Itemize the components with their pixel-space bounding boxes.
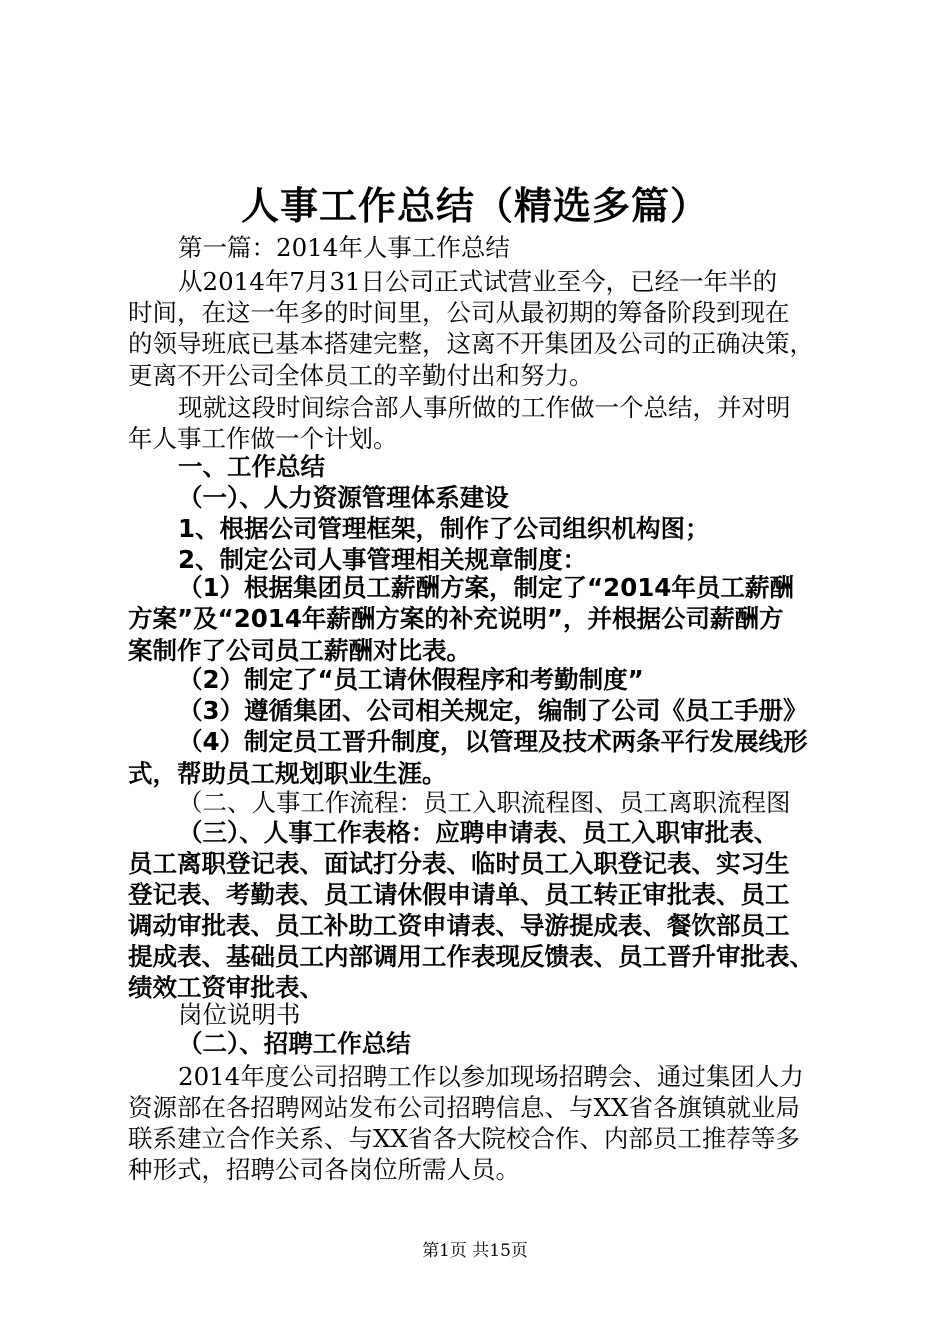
subsection-heading: （一）、人力资源管理体系建设 xyxy=(178,483,509,512)
list-item: 式，帮助员工规划职业生涯。 xyxy=(128,759,447,788)
list-item: 提成表、基础员工内部调用工作表现反馈表、员工晋升审批表、 xyxy=(128,942,814,971)
list-item: （2）制定了“员工请休假程序和考勤制度” xyxy=(178,665,644,694)
page-footer xyxy=(0,1239,950,1263)
list-item: 1、根据公司管理框架，制作了公司组织机构图； xyxy=(178,514,710,543)
paragraph-line: 年人事工作做一个计划。 xyxy=(128,424,398,453)
list-item: 员工离职登记表、面试打分表、临时员工入职登记表、实习生 xyxy=(128,849,790,878)
list-item: 2、制定公司人事管理相关规章制度： xyxy=(178,545,588,574)
paragraph-line: 第一篇：2014年人事工作总结 xyxy=(178,233,510,262)
list-item: 案制作了公司员工薪酬对比表。 xyxy=(128,636,471,665)
paragraph-line: 更离不开公司全体员工的辛勤付出和努力。 xyxy=(128,361,594,390)
paragraph-line: 资源部在各招聘网站发布公司招聘信息、与XX省各旗镇就业局 xyxy=(128,1093,800,1122)
subsection-heading: （二）、招聘工作总结 xyxy=(178,1029,411,1058)
list-item: 绩效工资审批表、 xyxy=(128,973,324,1002)
paragraph-line: 种形式，招聘公司各岗位所需人员。 xyxy=(128,1155,520,1184)
page-number: 第1页 xyxy=(422,1241,467,1261)
document-title: 人事工作总结（精选多篇） xyxy=(240,183,709,228)
paragraph-line: （二、人事工作流程：员工入职流程图、员工离职流程图 xyxy=(178,788,791,817)
list-item: 调动审批表、员工补助工资申请表、导游提成表、餐饮部员工 xyxy=(128,911,790,940)
paragraph-line: 的领导班底已基本搭建完整，这离不开集团及公司的正确决策， xyxy=(128,329,814,358)
list-item: 方案”及“2014年薪酬方案的补充说明”，并根据公司薪酬方 xyxy=(128,604,784,633)
page-total: 共15页 xyxy=(472,1241,528,1261)
paragraph-line: 现就这段时间综合部人事所做的工作做一个总结，并对明 xyxy=(178,393,791,422)
paragraph-line: 2014年度公司招聘工作以参加现场招聘会、通过集团人力 xyxy=(178,1062,804,1091)
list-item: 登记表、考勤表、员工请休假申请单、员工转正审批表、员工 xyxy=(128,880,790,909)
paragraph-line: 时间，在这一年多的时间里，公司从最初期的筹备阶段到现在 xyxy=(128,298,790,327)
list-item: （4）制定员工晋升制度，以管理及技术两条平行发展线形 xyxy=(178,727,808,756)
list-item: （3）遵循集团、公司相关规定，编制了公司《员工手册》 xyxy=(178,696,808,725)
list-item: （1）根据集团员工薪酬方案，制定了“2014年员工薪酬 xyxy=(178,573,794,602)
section-heading: 一、工作总结 xyxy=(178,452,325,481)
paragraph-line: 联系建立合作关系、与XX省各大院校合作、内部员工推荐等多 xyxy=(128,1124,800,1153)
paragraph-line: 岗位说明书 xyxy=(178,1000,301,1029)
paragraph-line: 从2014年7月31日公司正式试营业至今，已经一年半的 xyxy=(178,267,778,296)
list-item: （三）、人事工作表格：应聘申请表、员工入职审批表、 xyxy=(178,818,779,847)
